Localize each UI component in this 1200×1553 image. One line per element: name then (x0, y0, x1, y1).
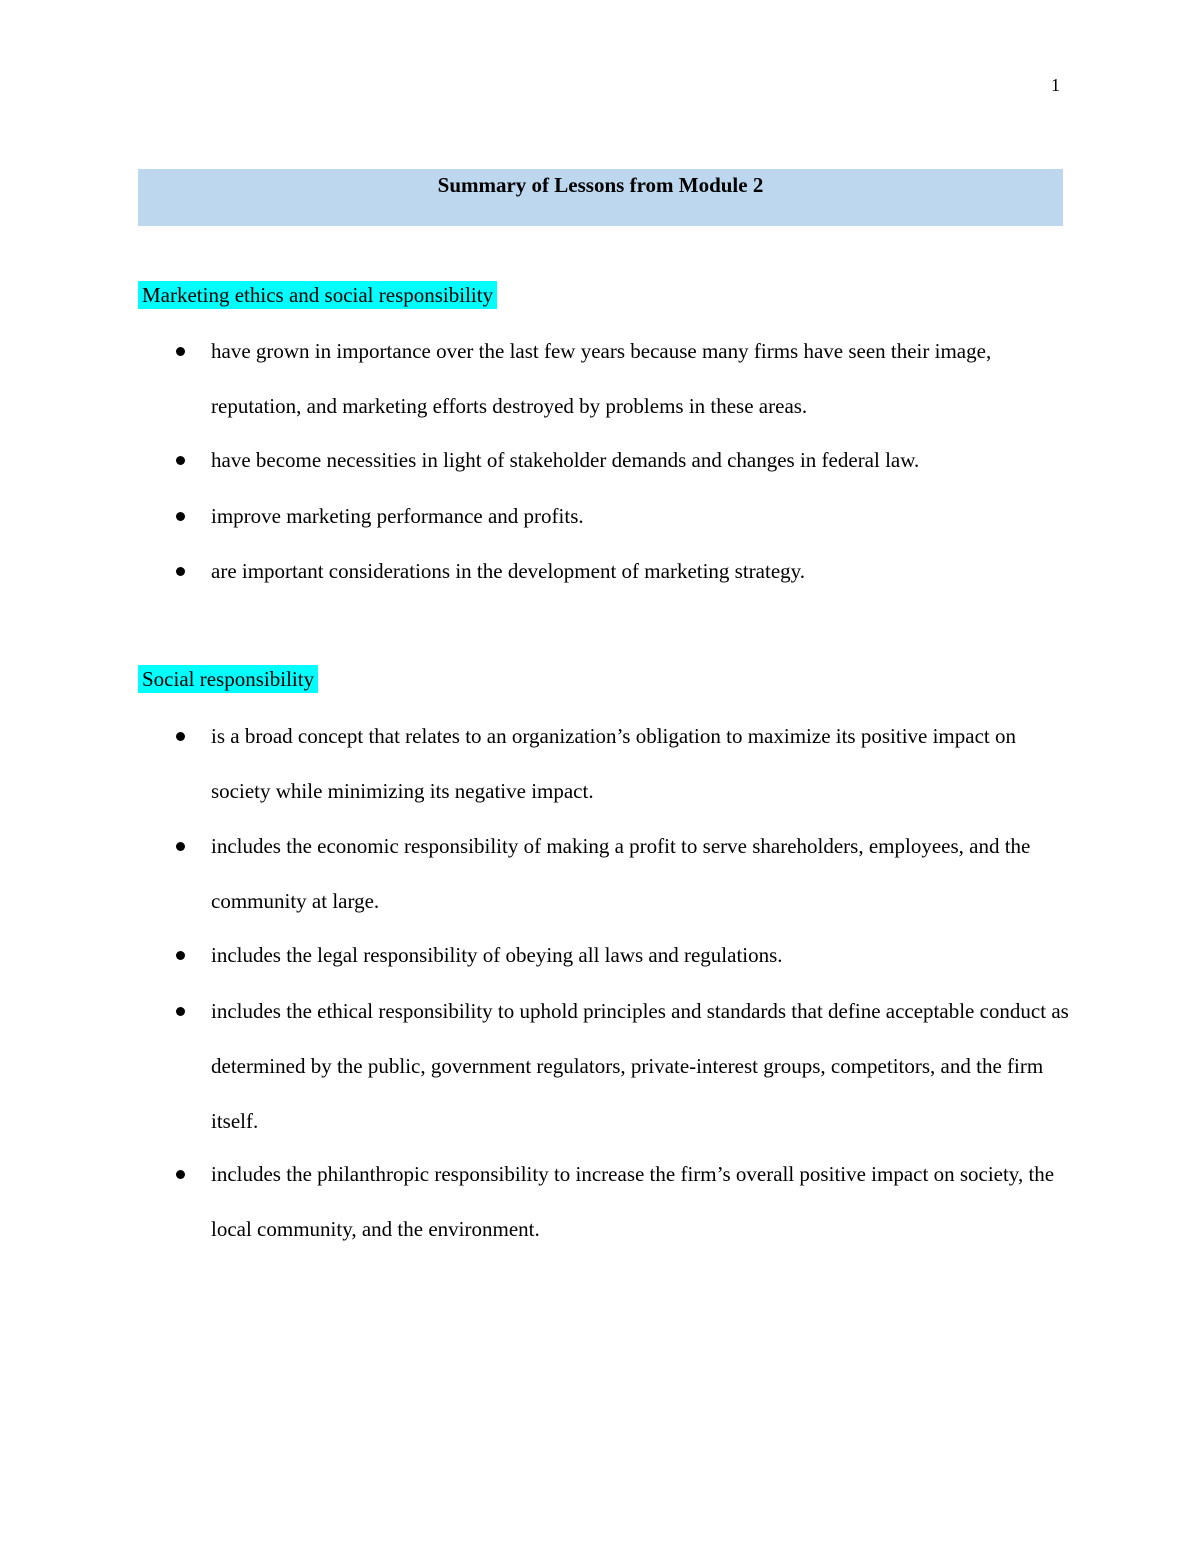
list-item: have grown in importance over the last few years because many firms have seen their image, reputation, and marketing efforts destroyed by problems in these areas. (211, 339, 992, 418)
list-item: includes the economic responsibility of making a profit to serve shareholders, employees, and the community at large. (211, 834, 1031, 913)
bullet-icon (176, 456, 185, 465)
list-item: includes the legal responsibility of obeying all laws and regulations. (211, 943, 783, 967)
section-heading-social-responsibility: Social responsibility (138, 665, 318, 693)
bullet-icon (176, 732, 185, 741)
page-title: Summary of Lessons from Module 2 (437, 173, 764, 197)
bullet-icon (176, 842, 185, 851)
bullet-icon (176, 347, 185, 356)
bullet-icon (176, 1007, 185, 1016)
list-item: includes the philanthropic responsibility to increase the firm’s overall positive impact on society, the local community, and the environment. (211, 1162, 1055, 1241)
bullet-icon (176, 1170, 185, 1179)
list-item: have become necessities in light of stakeholder demands and changes in federal law. (211, 448, 920, 472)
list-item: includes the ethical responsibility to uphold principles and standards that define acceptable conduct as determined by the public, government regulators, private-interest groups, competitors, and the firm itself. (211, 999, 1069, 1133)
bullet-icon (176, 512, 185, 521)
section-heading-marketing-ethics: Marketing ethics and social responsibility (138, 281, 497, 309)
list-item: improve marketing performance and profits. (211, 504, 584, 528)
bullet-icon (176, 567, 185, 576)
bullet-icon (176, 951, 185, 960)
list-item: are important considerations in the development of marketing strategy. (211, 559, 806, 583)
page-number: 1 (1051, 75, 1060, 95)
list-item: is a broad concept that relates to an organization’s obligation to maximize its positive impact on society while minimizing its negative impact. (211, 724, 1016, 803)
